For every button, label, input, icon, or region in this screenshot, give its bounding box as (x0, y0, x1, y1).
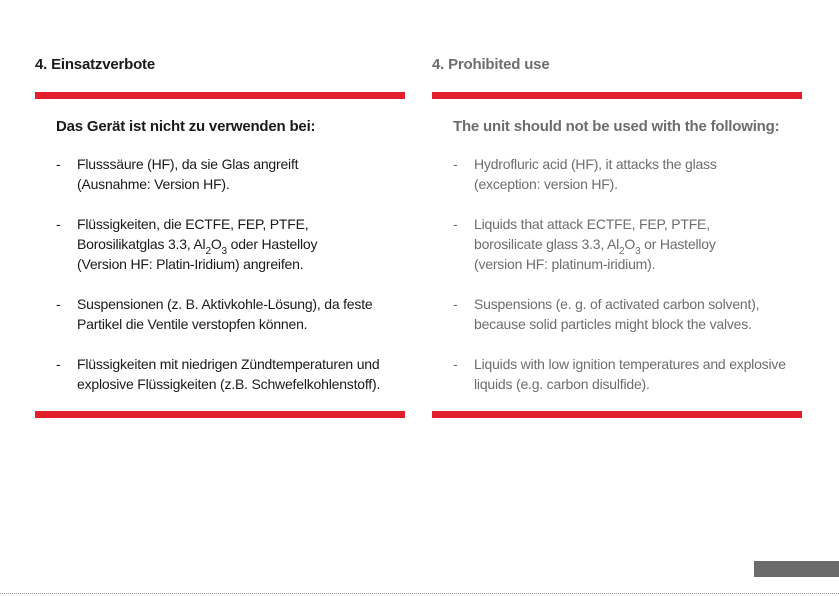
divider-bottom-de (35, 411, 405, 418)
item-line: Hydrofluric acid (HF), it attacks the glass (474, 156, 717, 172)
list-item (35, 214, 380, 274)
formula-text: Borosilikatglas 3.3, Al (77, 236, 206, 252)
list-dash: - (453, 216, 458, 232)
item-line: Liquids with low ignition temperatures and explosive (474, 356, 786, 372)
intro-text-en: The unit should not be used with the following: (453, 118, 780, 135)
list-dash: - (453, 296, 458, 312)
item-line: (Version HF: Platin-Iridium) angreifen. (77, 256, 304, 272)
item-line: Suspensions (e. g. of activated carbon solvent), (474, 296, 760, 312)
section-heading-de: 4. Einsatzverbote (35, 56, 155, 73)
list-item (35, 354, 380, 394)
list-dash: - (453, 356, 458, 372)
list-item (35, 154, 380, 194)
item-line: Flüssigkeiten, die ECTFE, FEP, PTFE, (77, 216, 309, 232)
item-line: (exception: version HF). (474, 176, 618, 192)
list-dash: - (56, 156, 61, 172)
list-item (432, 154, 786, 194)
formula-text: or Hastelloy (640, 236, 716, 252)
subscript: 3 (221, 246, 227, 257)
list-item (35, 294, 380, 334)
list-item (432, 294, 786, 334)
page-marker-tab (754, 561, 839, 577)
list-dash: - (56, 356, 61, 372)
subscript: 2 (619, 246, 625, 257)
page-bottom-dotted-line (0, 593, 839, 595)
list-dash: - (56, 296, 61, 312)
divider-top-de (35, 92, 405, 99)
prohibited-list-en (432, 154, 786, 394)
formula-text: oder Hastelloy (226, 236, 318, 252)
list-dash: - (453, 156, 458, 172)
divider-top-en (432, 92, 802, 99)
section-heading-en: 4. Prohibited use (432, 56, 550, 73)
intro-text-de: Das Gerät ist nicht zu verwenden bei: (56, 118, 316, 135)
item-line: (version HF: platinum-iridium). (474, 256, 656, 272)
list-item (432, 354, 786, 394)
item-line: liquids (e.g. carbon disulfide). (474, 376, 650, 392)
formula-text: O (624, 236, 636, 252)
subscript: 2 (205, 246, 211, 257)
formula-text: O (210, 236, 222, 252)
item-line: Liquids that attack ECTFE, FEP, PTFE, (474, 216, 710, 232)
list-dash: - (56, 216, 61, 232)
item-line-formula (474, 234, 786, 257)
item-line-formula (77, 234, 380, 257)
formula-text: borosilicate glass 3.3, Al (474, 236, 619, 252)
item-line: because solid particles might block the valves. (474, 316, 752, 332)
item-line: explosive Flüssigkeiten (z.B. Schwefelkohlenstoff). (77, 376, 381, 392)
item-line: Suspensionen (z. B. Aktivkohle-Lösung), da feste (77, 296, 373, 312)
item-line: (Ausnahme: Version HF). (77, 176, 230, 192)
divider-bottom-en (432, 411, 802, 418)
list-item (432, 214, 786, 274)
prohibited-list-de (35, 154, 380, 394)
item-line: Flüssigkeiten mit niedrigen Zündtemperaturen und (77, 356, 380, 372)
item-line: Flusssäure (HF), da sie Glas angreift (77, 156, 299, 172)
item-line: Partikel die Ventile verstopfen können. (77, 316, 308, 332)
subscript: 3 (635, 246, 641, 257)
